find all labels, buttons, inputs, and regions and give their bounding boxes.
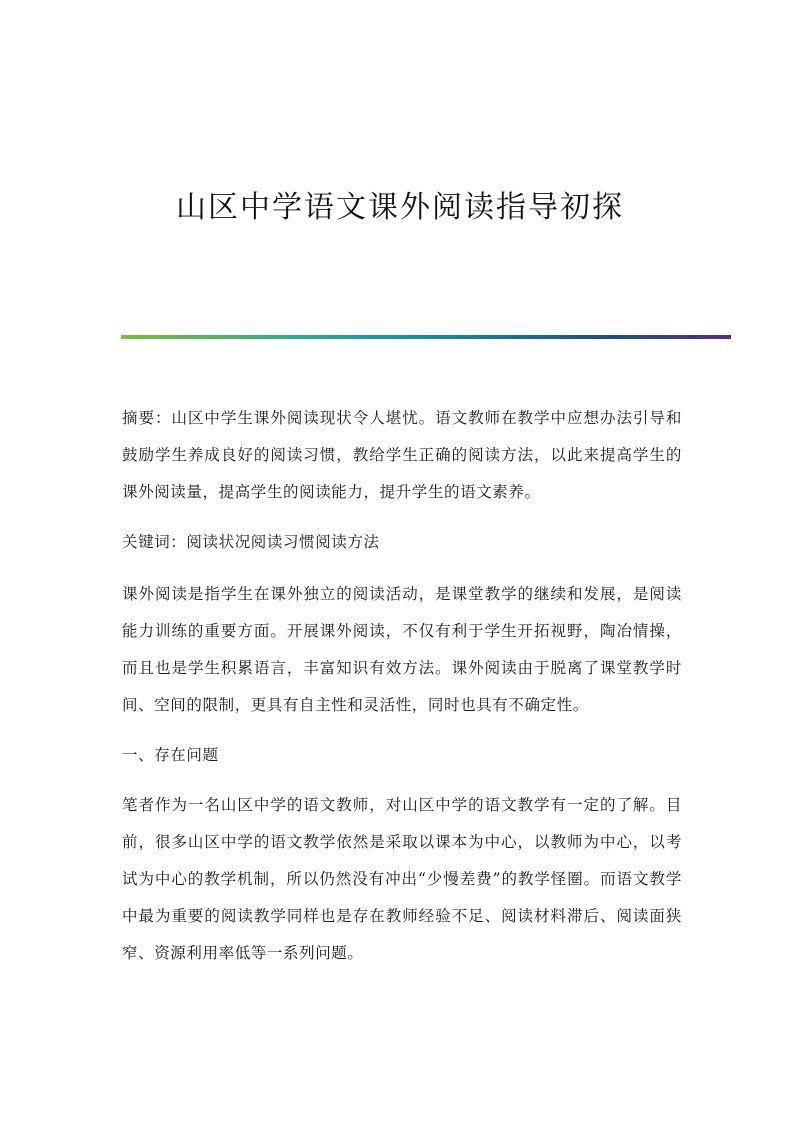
section-heading: 一、存在问题 bbox=[122, 746, 219, 764]
abstract-paragraph: 摘要：山区中学生课外阅读现状令人堪忧。语文教师在教学中应想办法引导和鼓励学生养成良好的阅读习惯，教给学生正确的阅读方法，以此来提高学生的课外阅读量，提高学生的阅读能力，提升学生的语文素养。 bbox=[122, 409, 682, 501]
keywords-line: 关键词：阅读状况阅读习惯阅读方法 bbox=[122, 533, 380, 551]
document-title: 山区中学语文课外阅读指导初探 bbox=[176, 190, 624, 225]
section-paragraph: 笔者作为一名山区中学的语文教师，对山区中学的语文教学有一定的了解。目前，很多山区中学的语文教学依然是采取以课本为中心，以教师为中心，以考试为中心的教学机制，所以仍然没有冲出“少慢差费”的教学怪圈。而语文教学中最为重要的阅读教学同样也是存在教师经验不足、阅读材料滞后、阅读面狭窄、资源利用率低等一系列问题。 bbox=[122, 796, 682, 962]
document-body bbox=[122, 400, 682, 991]
intro-paragraph: 课外阅读是指学生在课外独立的阅读活动，是课堂教学的继续和发展，是阅读能力训练的重要方面。开展课外阅读，不仅有利于学生开拓视野，陶冶情操，而且也是学生积累语言，丰富知识有效方法。课外阅读由于脱离了课堂教学时间、空间的限制，更具有自主性和灵活性，同时也具有不确定性。 bbox=[122, 585, 682, 714]
title-divider bbox=[121, 335, 731, 339]
